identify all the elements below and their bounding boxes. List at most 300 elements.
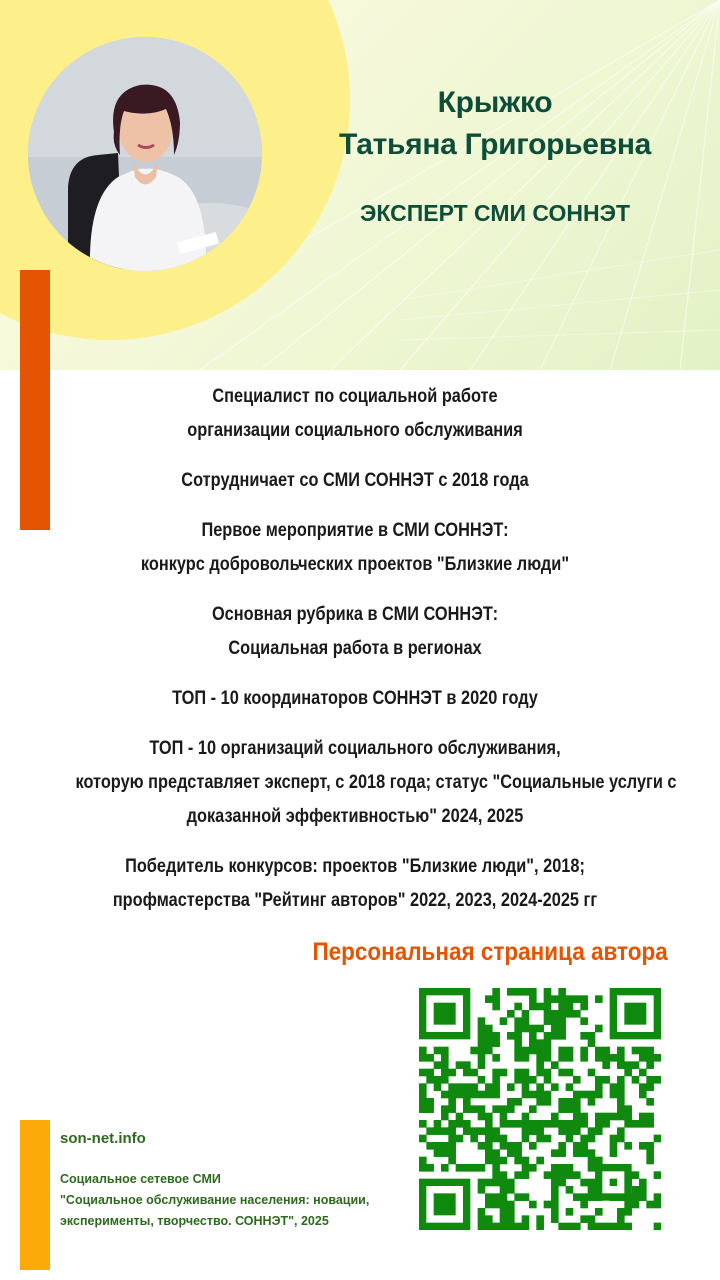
fact-line: конкурс добровольческих проектов "Близкие люди" — [140, 554, 570, 575]
qr-module — [500, 1201, 508, 1209]
qr-module — [507, 1083, 515, 1091]
qr-module — [632, 1171, 640, 1179]
qr-module — [492, 1039, 500, 1047]
qr-module — [544, 1201, 552, 1209]
qr-module — [595, 1127, 603, 1135]
qr-module — [485, 1157, 493, 1165]
qr-module — [470, 1069, 478, 1077]
qr-module — [654, 1201, 661, 1209]
qr-module — [558, 995, 566, 1003]
qr-module — [536, 1039, 544, 1047]
qr-module — [500, 1171, 508, 1179]
qr-module — [544, 1047, 552, 1055]
qr-module — [580, 1047, 588, 1055]
qr-module — [566, 1164, 574, 1172]
qr-module — [448, 1142, 456, 1150]
qr-module — [595, 1054, 603, 1062]
qr-module — [470, 1164, 478, 1172]
qr-module — [492, 1193, 500, 1201]
qr-module — [514, 1069, 522, 1077]
qr-module — [624, 1120, 632, 1128]
qr-module — [588, 1127, 596, 1135]
qr-module — [602, 1113, 610, 1121]
qr-module — [573, 1120, 581, 1128]
qr-module — [485, 1113, 493, 1121]
qr-module — [514, 1047, 522, 1055]
qr-module — [536, 1061, 544, 1069]
fact-top-coordinators — [76, 682, 635, 716]
qr-module — [448, 1083, 456, 1091]
fact-line: доказанной эффективностью" 2024, 2025 — [186, 806, 524, 827]
qr-module — [500, 1223, 508, 1230]
qr-module — [529, 1076, 537, 1084]
qr-module — [514, 1098, 522, 1106]
fact-line: которую представляет эксперт, с 2018 года; статус "Социальные услуги с — [75, 772, 677, 793]
qr-module — [588, 1135, 596, 1143]
qr-module — [441, 1105, 449, 1113]
qr-module — [544, 1098, 552, 1106]
personal-page-link[interactable]: Персональная страница автора — [312, 938, 668, 966]
qr-module — [588, 1149, 596, 1157]
qr-module — [419, 1157, 427, 1165]
qr-module — [566, 1186, 574, 1194]
qr-module — [492, 1069, 500, 1077]
qr-module — [558, 1164, 566, 1172]
qr-module — [580, 1201, 588, 1209]
qr-module — [419, 1105, 427, 1113]
qr-module — [529, 1003, 537, 1011]
qr-module — [500, 1142, 508, 1150]
qr-module — [463, 1083, 471, 1091]
qr-module — [507, 1032, 515, 1040]
qr-module — [492, 995, 500, 1003]
qr-module — [588, 1223, 596, 1230]
qr-module — [485, 1120, 493, 1128]
qr-module — [500, 1105, 508, 1113]
qr-module — [485, 1039, 493, 1047]
qr-module — [573, 1010, 581, 1018]
qr-module — [514, 1054, 522, 1062]
qr-module — [580, 1142, 588, 1150]
qr-module — [448, 1135, 456, 1143]
fact-line: Специалист по социальной работе — [212, 386, 498, 407]
qr-module — [610, 1149, 618, 1157]
facts-list — [75, 380, 677, 934]
qr-module — [654, 1054, 661, 1062]
qr-module — [529, 1032, 537, 1040]
qr-module — [500, 1193, 508, 1201]
qr-module — [624, 1223, 632, 1230]
qr-module — [426, 1164, 434, 1172]
qr-module — [595, 1083, 603, 1091]
qr-module — [500, 1157, 508, 1165]
qr-module — [544, 1003, 552, 1011]
qr-module — [522, 1193, 530, 1201]
qr-module — [478, 1054, 486, 1062]
qr-module — [617, 1054, 625, 1062]
qr-module — [434, 1076, 442, 1084]
qr-module — [522, 1164, 530, 1172]
qr-module — [529, 1025, 537, 1033]
qr-module — [441, 1069, 449, 1077]
qr-module — [419, 1083, 427, 1091]
qr-module — [522, 1127, 530, 1135]
fact-cooperation — [76, 464, 635, 498]
qr-module — [463, 1098, 471, 1106]
qr-module — [536, 1127, 544, 1135]
qr-module — [500, 1179, 508, 1187]
qr-module — [558, 1047, 566, 1055]
qr-module — [536, 1135, 544, 1143]
qr-module — [434, 1127, 442, 1135]
qr-module — [558, 1171, 566, 1179]
qr-module — [419, 1091, 427, 1099]
qr-module — [522, 988, 530, 996]
qr-module — [470, 1135, 478, 1143]
qr-module — [507, 1010, 515, 1018]
qr-module — [522, 1076, 530, 1084]
qr-module — [558, 988, 566, 996]
qr-module — [529, 988, 537, 996]
qr-module — [602, 1047, 610, 1055]
qr-module — [536, 1069, 544, 1077]
qr-module — [544, 1017, 552, 1025]
footer-description — [60, 1169, 400, 1232]
fact-line: организации социального обслуживания — [187, 420, 523, 441]
qr-module — [573, 995, 581, 1003]
qr-module — [426, 1142, 434, 1150]
qr-module — [566, 1069, 574, 1077]
qr-module — [478, 1076, 486, 1084]
qr-module — [500, 1135, 508, 1143]
qr-module — [441, 1142, 449, 1150]
qr-module — [646, 1142, 654, 1150]
qr-module — [529, 1201, 537, 1209]
qr-module — [588, 1193, 596, 1201]
qr-module — [536, 1025, 544, 1033]
qr-module — [478, 1047, 486, 1055]
qr-module — [463, 1127, 471, 1135]
qr-module — [478, 1142, 486, 1150]
qr-module — [434, 1142, 442, 1150]
qr-module — [617, 1091, 625, 1099]
qr-module — [580, 1193, 588, 1201]
qr-module — [580, 1135, 588, 1143]
qr-module — [434, 1120, 442, 1128]
qr-module — [434, 1061, 442, 1069]
qr-module — [529, 1039, 537, 1047]
orange-accent-bar — [20, 270, 50, 530]
qr-module — [580, 1149, 588, 1157]
qr-module — [573, 1127, 581, 1135]
qr-module — [558, 1127, 566, 1135]
qr-module — [536, 1047, 544, 1055]
qr-module — [595, 1113, 603, 1121]
author-role: ЭКСПЕРТ СМИ СОННЭТ — [359, 200, 630, 226]
qr-module — [485, 1193, 493, 1201]
qr-module — [500, 1120, 508, 1128]
qr-module — [617, 1083, 625, 1091]
qr-module — [573, 1171, 581, 1179]
qr-module — [463, 1120, 471, 1128]
qr-module — [441, 1091, 449, 1099]
qr-module — [478, 1091, 486, 1099]
qr-module — [456, 1113, 464, 1121]
qr-module — [639, 1120, 647, 1128]
qr-module — [580, 1215, 588, 1223]
qr-module — [551, 1164, 559, 1172]
fact-line: Основная рубрика в СМИ СОННЭТ: — [211, 604, 499, 625]
qr-module — [595, 1157, 603, 1165]
qr-module — [485, 1025, 493, 1033]
footer-line: "Социальное обслуживание населения: новации, — [60, 1193, 370, 1207]
qr-module — [485, 1179, 493, 1187]
qr-module — [558, 1149, 566, 1157]
qr-module — [646, 1061, 654, 1069]
qr-module — [500, 1017, 508, 1025]
qr-module — [492, 1223, 500, 1230]
qr-module — [441, 1127, 449, 1135]
qr-module — [588, 1032, 596, 1040]
qr-module — [514, 1223, 522, 1230]
fact-main-rubric — [76, 598, 635, 666]
qr-module — [654, 1076, 661, 1084]
qr-module — [536, 1098, 544, 1106]
qr-module — [500, 1208, 508, 1216]
qr-module — [529, 995, 537, 1003]
qr-module — [558, 1142, 566, 1150]
qr-module — [492, 1083, 500, 1091]
qr-module — [551, 1061, 559, 1069]
qr-module — [426, 1098, 434, 1106]
qr-module — [536, 1054, 544, 1062]
qr-module — [529, 1105, 537, 1113]
qr-module — [470, 1091, 478, 1099]
author-given-names: Татьяна Григорьевна — [338, 128, 652, 161]
qr-module — [426, 1127, 434, 1135]
author-photo — [28, 37, 262, 271]
qr-module — [566, 1208, 574, 1216]
qr-module — [646, 1054, 654, 1062]
qr-module — [580, 1032, 588, 1040]
qr-module — [500, 1215, 508, 1223]
qr-module — [573, 1076, 581, 1084]
qr-module — [566, 1127, 574, 1135]
qr-module — [580, 1003, 588, 1011]
qr-module — [544, 1054, 552, 1062]
qr-module — [595, 1223, 603, 1230]
qr-module — [617, 1098, 625, 1106]
qr-module — [617, 1208, 625, 1216]
fact-top-organizations — [75, 732, 677, 834]
qr-module — [441, 1164, 449, 1172]
qr-alignment-inner — [610, 1179, 617, 1186]
qr-module — [478, 1113, 486, 1121]
qr-module — [646, 1076, 654, 1084]
qr-module — [551, 1010, 559, 1018]
qr-module — [551, 1083, 559, 1091]
qr-module — [558, 1025, 566, 1033]
qr-module — [529, 1120, 537, 1128]
qr-module — [536, 1157, 544, 1165]
qr-module — [551, 1208, 559, 1216]
qr-module — [617, 1215, 625, 1223]
qr-module — [522, 1054, 530, 1062]
qr-module — [624, 1105, 632, 1113]
qr-module — [588, 1098, 596, 1106]
qr-module — [624, 1142, 632, 1150]
qr-module — [492, 988, 500, 996]
qr-module — [566, 1098, 574, 1106]
qr-module — [558, 1223, 566, 1230]
qr-module — [492, 1149, 500, 1157]
qr-module — [522, 1025, 530, 1033]
qr-module — [485, 1135, 493, 1143]
qr-module — [522, 1157, 530, 1165]
qr-module — [514, 1142, 522, 1150]
footer-line: Социальное сетевое СМИ — [60, 1172, 221, 1186]
qr-module — [617, 1076, 625, 1084]
qr-module — [419, 1069, 427, 1077]
qr-module — [492, 1032, 500, 1040]
qr-module — [485, 1127, 493, 1135]
qr-module — [536, 1223, 544, 1230]
qr-module — [610, 1223, 618, 1230]
qr-module — [507, 1120, 515, 1128]
qr-module — [617, 1047, 625, 1055]
qr-module — [573, 1142, 581, 1150]
qr-module — [434, 1149, 442, 1157]
qr-module — [558, 1179, 566, 1187]
qr-module — [639, 1186, 647, 1194]
qr-module — [470, 1127, 478, 1135]
qr-module — [441, 1113, 449, 1121]
qr-module — [448, 1091, 456, 1099]
qr-finder-inner — [434, 1193, 456, 1215]
qr-module — [632, 1201, 640, 1209]
portrait-illustration — [28, 37, 262, 271]
qr-module — [507, 1179, 515, 1187]
qr-module — [632, 1076, 640, 1084]
qr-module — [522, 1171, 530, 1179]
qr-module — [558, 1098, 566, 1106]
qr-module — [632, 1193, 640, 1201]
qr-module — [624, 1069, 632, 1077]
qr-module — [654, 1171, 661, 1179]
qr-module — [478, 1032, 486, 1040]
qr-module — [617, 1113, 625, 1121]
qr-module — [536, 1120, 544, 1128]
qr-module — [558, 1120, 566, 1128]
qr-module — [566, 1223, 574, 1230]
qr-module — [595, 1120, 603, 1128]
qr-module — [514, 1076, 522, 1084]
qr-module — [522, 1135, 530, 1143]
qr-module — [544, 1120, 552, 1128]
qr-module — [617, 1061, 625, 1069]
yellow-accent-bar — [20, 1120, 50, 1270]
qr-module — [507, 1142, 515, 1150]
fact-line: Победитель конкурсов: проектов "Близкие люди", 2018; — [125, 856, 585, 877]
qr-module — [588, 1069, 596, 1077]
qr-module — [544, 1091, 552, 1099]
qr-module — [463, 1105, 471, 1113]
qr-module — [514, 1171, 522, 1179]
qr-module — [470, 1047, 478, 1055]
qr-module — [426, 1105, 434, 1113]
fact-line: профмастерства "Рейтинг авторов" 2022, 2023, 2024-2025 гг — [112, 890, 598, 911]
qr-module — [456, 1083, 464, 1091]
qr-module — [522, 1069, 530, 1077]
qr-module — [485, 1142, 493, 1150]
qr-module — [470, 1105, 478, 1113]
qr-module — [500, 1186, 508, 1194]
qr-module — [448, 1120, 456, 1128]
fact-line: Сотрудничает со СМИ СОННЭТ с 2018 года — [181, 470, 529, 491]
qr-module — [551, 995, 559, 1003]
qr-module — [624, 1113, 632, 1121]
qr-module — [646, 1047, 654, 1055]
qr-module — [573, 1223, 581, 1230]
qr-module — [639, 1047, 647, 1055]
qr-module — [434, 1047, 442, 1055]
qr-module — [544, 1171, 552, 1179]
qr-module — [551, 1113, 559, 1121]
qr-module — [558, 1069, 566, 1077]
qr-finder-inner — [624, 1003, 646, 1025]
qr-module — [551, 1201, 559, 1209]
qr-module — [536, 1091, 544, 1099]
site-link[interactable]: son-net.info — [60, 1130, 146, 1147]
qr-module — [463, 1091, 471, 1099]
qr-module — [514, 1032, 522, 1040]
qr-module — [492, 1135, 500, 1143]
qr-finder-inner — [434, 1003, 456, 1025]
qr-module — [522, 1083, 530, 1091]
qr-module — [573, 1105, 581, 1113]
qr-module — [507, 1201, 515, 1209]
qr-module — [419, 1120, 427, 1128]
qr-module — [485, 1047, 493, 1055]
qr-module — [514, 1157, 522, 1165]
qr-module — [580, 1054, 588, 1062]
qr-module — [566, 1010, 574, 1018]
qr-module — [646, 1098, 654, 1106]
qr-module — [617, 1135, 625, 1143]
qr-module — [617, 1105, 625, 1113]
qr-module — [492, 1054, 500, 1062]
qr-code-icon[interactable] — [419, 988, 661, 1230]
qr-module — [588, 1215, 596, 1223]
qr-module — [507, 1215, 515, 1223]
qr-module — [602, 1120, 610, 1128]
qr-module — [551, 1120, 559, 1128]
qr-module — [551, 1017, 559, 1025]
qr-module — [507, 1208, 515, 1216]
qr-module — [492, 1105, 500, 1113]
qr-module — [434, 1083, 442, 1091]
qr-module — [595, 1091, 603, 1099]
qr-module — [463, 1061, 471, 1069]
qr-module — [544, 1135, 552, 1143]
qr-module — [610, 1083, 618, 1091]
qr-module — [514, 1039, 522, 1047]
qr-module — [551, 1171, 559, 1179]
qr-module — [470, 1083, 478, 1091]
qr-module — [492, 1127, 500, 1135]
qr-module — [588, 1164, 596, 1172]
qr-module — [419, 1135, 427, 1143]
